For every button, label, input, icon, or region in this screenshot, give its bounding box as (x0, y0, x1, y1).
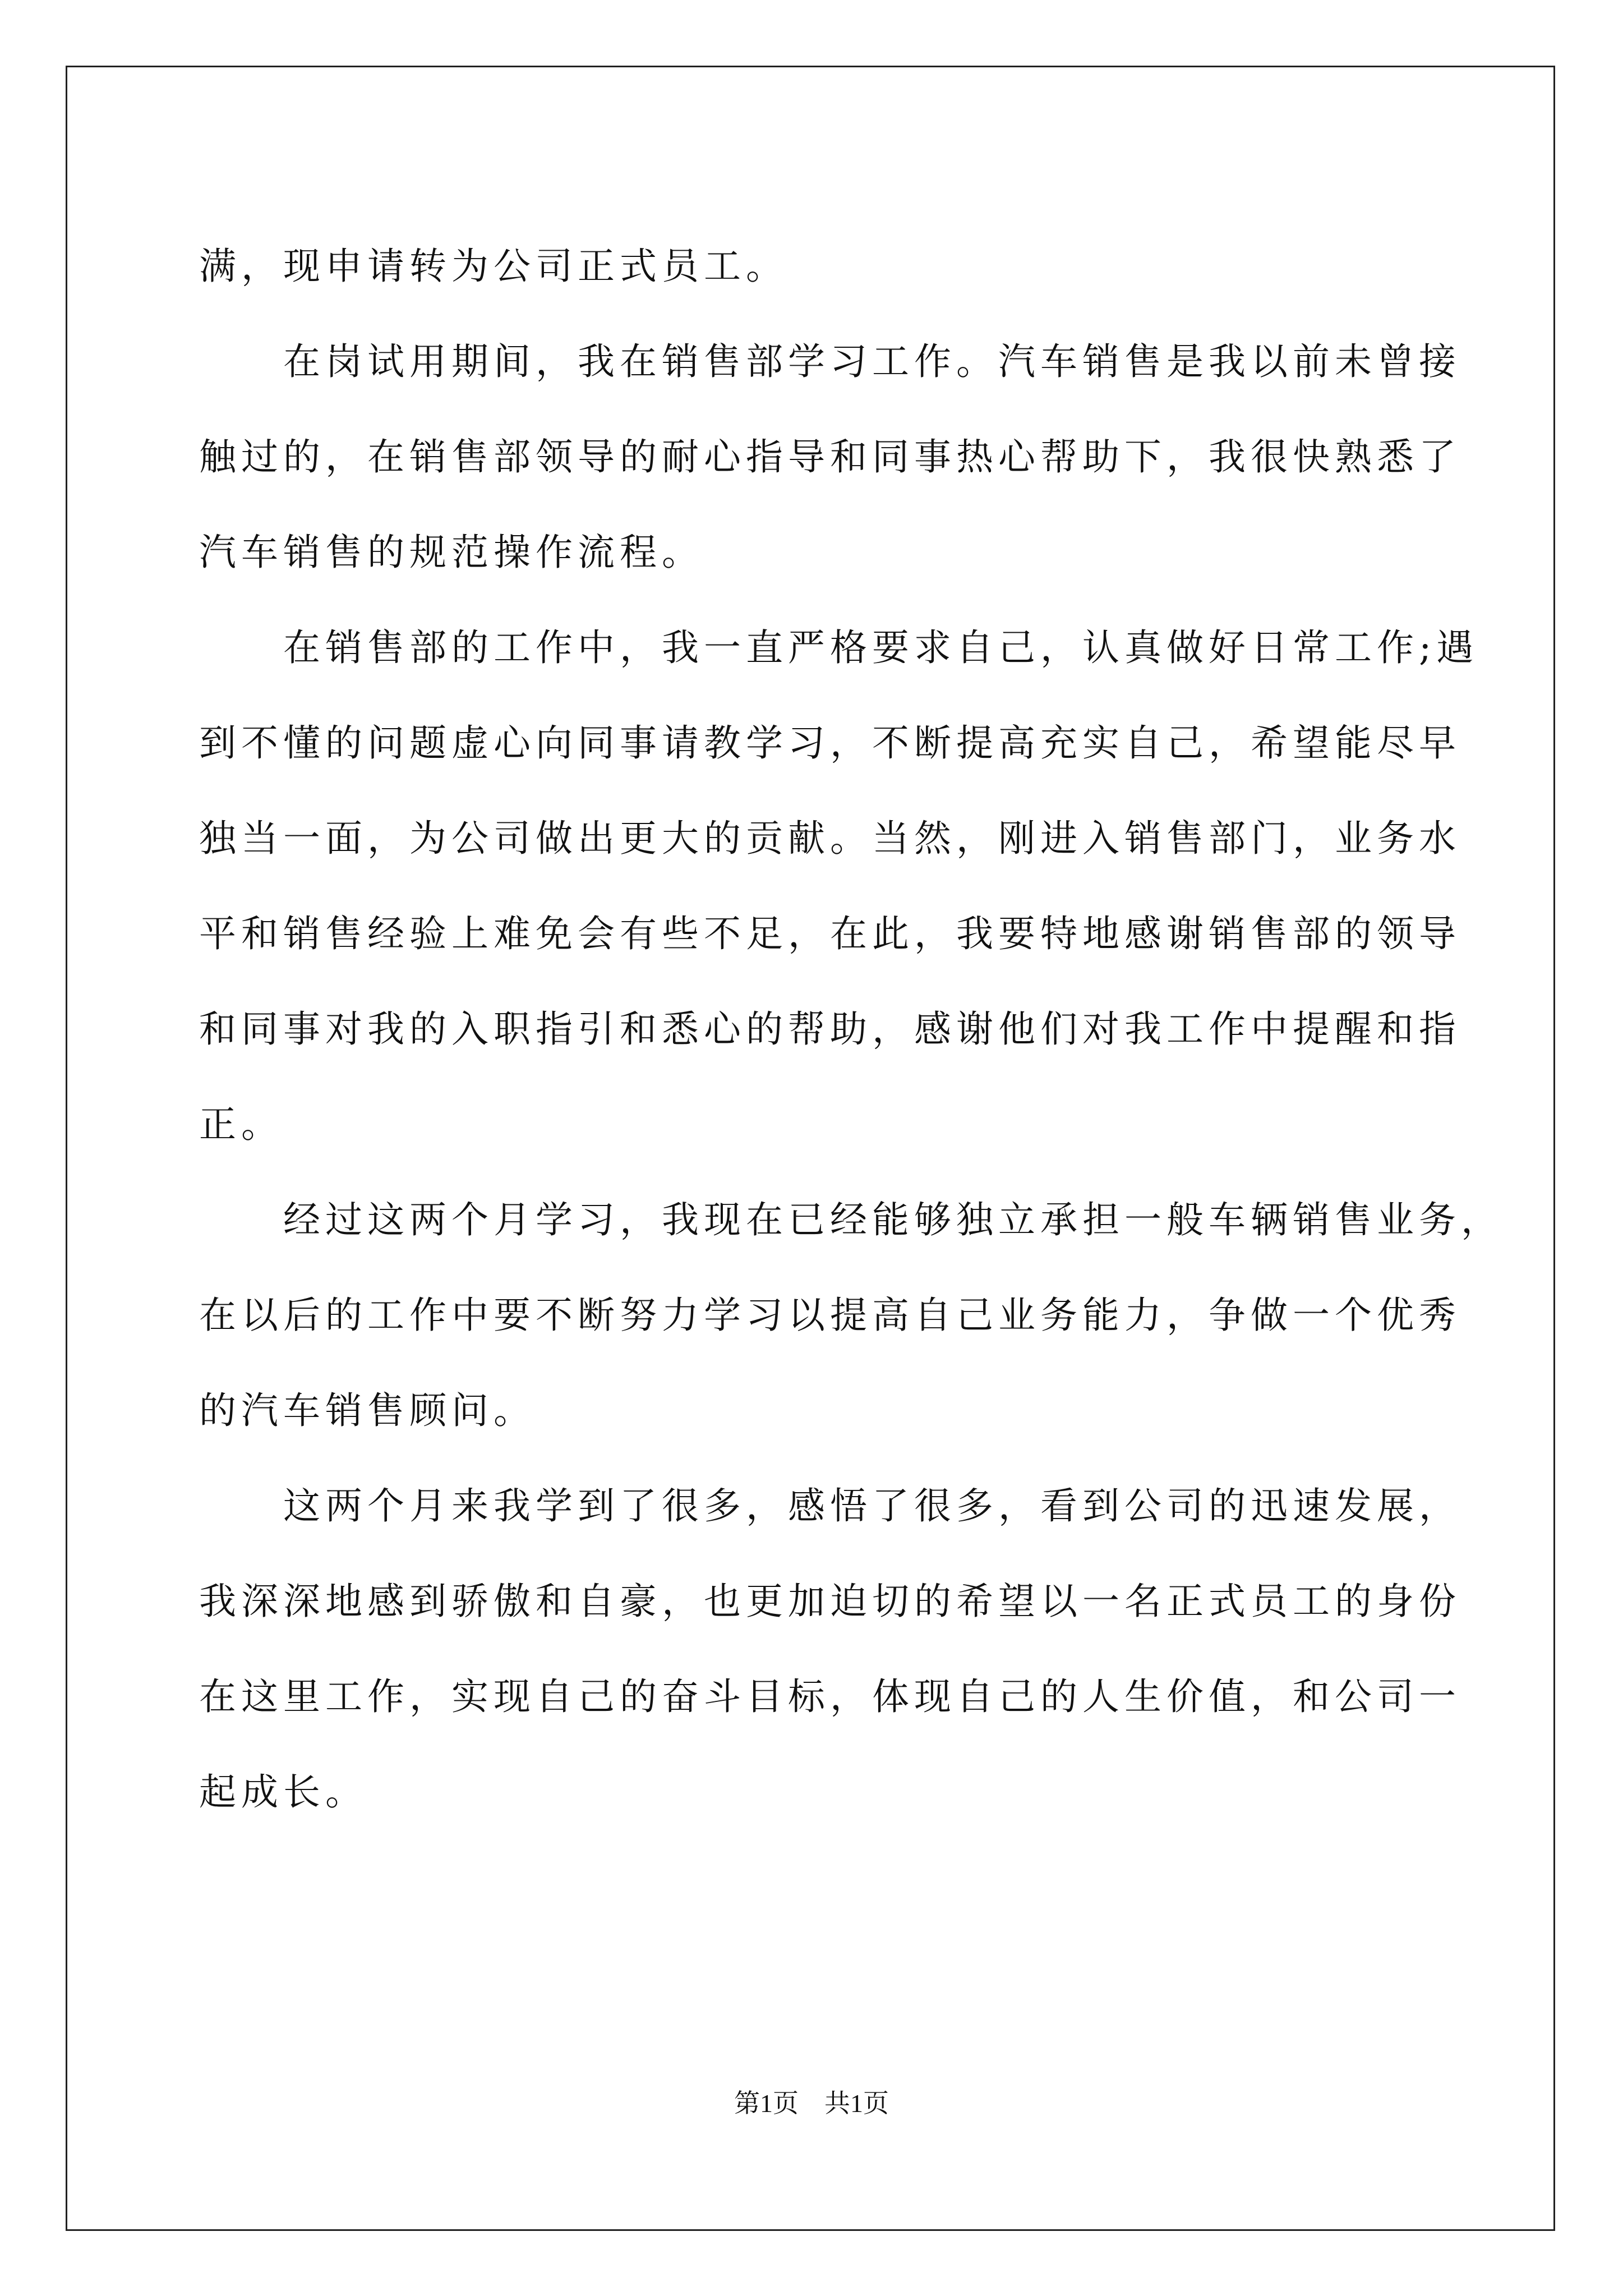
page-total: 共1页 (824, 2089, 889, 2118)
paragraph-first-line: 经过这两个月学习，我现在已经能够独立承担一般车辆销售业务， (283, 1198, 1503, 1241)
text-line: 我深深地感到骄傲和自豪，也更加迫切的希望以一名正式员工的身份 (199, 1580, 1461, 1623)
paragraph-first-line: 在岗试用期间，我在销售部学习工作。汽车销售是我以前未曾接 (283, 340, 1461, 383)
text-line: 在以后的工作中要不断努力学习以提高自己业务能力，争做一个优秀 (199, 1294, 1461, 1337)
text-line: 触过的，在销售部领导的耐心指导和同事热心帮助下，我很快熟悉了 (199, 435, 1461, 478)
document-body (199, 219, 1503, 1840)
text-line: 在这里工作，实现自己的奋斗目标，体现自己的人生价值，和公司一 (199, 1675, 1461, 1718)
text-line: 的汽车销售顾问。 (199, 1389, 536, 1432)
paragraph-first-line: 这两个月来我学到了很多，感悟了很多，看到公司的迅速发展， (283, 1484, 1461, 1527)
text-line: 汽车销售的规范操作流程。 (199, 531, 704, 574)
text-line: 起成长。 (199, 1770, 367, 1814)
text-line: 正。 (199, 1103, 283, 1146)
page-footer (0, 2087, 1623, 2120)
text-line: 独当一面，为公司做出更大的贡献。当然，刚进入销售部门，业务水 (199, 817, 1461, 860)
text-line: 到不懂的问题虚心向同事请教学习，不断提高充实自己，希望能尽早 (199, 721, 1461, 765)
paragraph-first-line: 在销售部的工作中，我一直严格要求自己，认真做好日常工作;遇 (283, 626, 1479, 669)
text-line: 满，现申请转为公司正式员工。 (199, 245, 788, 288)
text-line: 平和销售经验上难免会有些不足，在此，我要特地感谢销售部的领导 (199, 912, 1461, 955)
text-line: 和同事对我的入职指引和悉心的帮助，感谢他们对我工作中提醒和指 (199, 1007, 1461, 1051)
page-number: 第1页 (734, 2089, 799, 2118)
